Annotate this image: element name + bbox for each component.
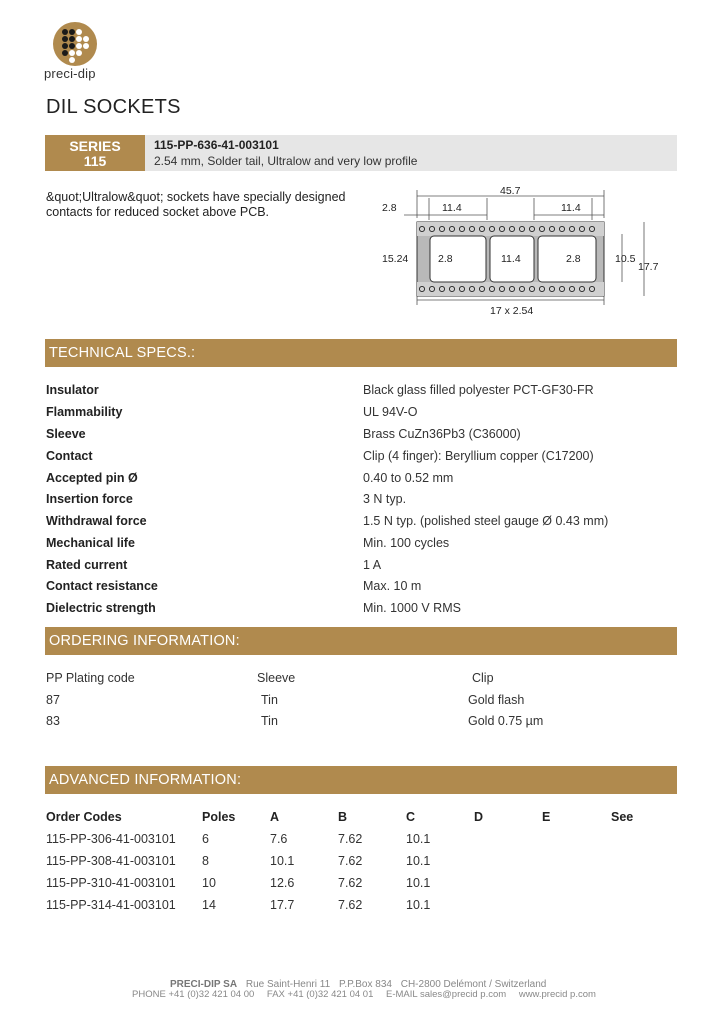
advanced-cell: 10.1 <box>406 854 431 868</box>
footer-pobox: P.P.Box 834 <box>338 979 392 990</box>
advanced-header: Poles <box>202 810 236 824</box>
advanced-cell: 7.62 <box>338 832 363 846</box>
dim-win-mid: 11.4 <box>501 253 521 265</box>
page-title: DIL SOCKETS <box>46 96 181 118</box>
dim-left: 11.4 <box>442 202 462 214</box>
spec-label: Sleeve <box>46 427 86 441</box>
spec-value: 1.5 N typ. (polished steel gauge Ø 0.43 mm) <box>363 514 609 528</box>
spec-value: UL 94V-O <box>363 405 418 419</box>
spec-label: Flammability <box>46 405 123 419</box>
advanced-header: B <box>338 810 348 824</box>
advanced-header: Order Codes <box>46 810 122 824</box>
spec-value: 3 N typ. <box>363 492 407 506</box>
ordering-info-heading: ORDERING INFORMATION: <box>45 627 677 655</box>
part-number: 115-PP-636-41-003101 <box>154 138 279 152</box>
spec-value: Black glass filled polyester PCT-GF30-FR <box>363 383 594 397</box>
footer-company: PRECI-DIP SA <box>170 979 238 990</box>
footer-street: Rue Saint-Henri 11 <box>245 979 331 990</box>
intro-text: &quot;Ultralow&quot; sockets have specially designed contacts for reduced socket above PCB. <box>46 190 346 219</box>
ordering-cell: Tin <box>261 714 278 728</box>
advanced-info-heading: ADVANCED INFORMATION: <box>45 766 677 794</box>
dim-pitch: 17 x 2.54 <box>490 305 534 317</box>
spec-value: Min. 100 cycles <box>363 536 450 550</box>
socket-drawing <box>374 180 674 320</box>
ordering-cell: Gold 0.75 µm <box>468 714 544 728</box>
advanced-cell: 7.6 <box>270 832 288 846</box>
advanced-header: C <box>406 810 416 824</box>
spec-label: Contact resistance <box>46 579 158 593</box>
spec-value: 1 A <box>363 558 382 572</box>
spec-label: Rated current <box>46 558 128 572</box>
brand-name: preci-dip <box>44 66 96 81</box>
dim-total: 45.7 <box>500 185 521 197</box>
advanced-cell: 14 <box>202 898 216 912</box>
dim-right: 11.4 <box>561 202 581 214</box>
ordering-cell: Tin <box>261 693 278 707</box>
dim-edge: 2.8 <box>382 202 397 214</box>
order-code: 115-PP-314-41-003101 <box>46 898 176 912</box>
series-number: 115 <box>83 153 107 169</box>
spec-label: Dielectric strength <box>46 601 156 615</box>
spec-value: 0.40 to 0.52 mm <box>363 471 454 485</box>
dim-win-right: 2.8 <box>566 253 581 265</box>
advanced-cell: 10.1 <box>406 876 431 890</box>
spec-label: Mechanical life <box>46 536 135 550</box>
footer-phone: +41 (0)32 421 04 00 <box>168 989 255 1000</box>
ordering-header: PP Plating code <box>46 671 135 685</box>
spec-label: Withdrawal force <box>46 514 147 528</box>
advanced-cell: 7.62 <box>338 898 363 912</box>
spec-value: Min. 1000 V RMS <box>363 601 461 615</box>
spec-value: Brass CuZn36Pb3 (C36000) <box>363 427 521 441</box>
brand-logo <box>53 22 97 66</box>
series-badge <box>45 135 145 171</box>
order-code: 115-PP-308-41-003101 <box>46 854 176 868</box>
advanced-header: E <box>542 810 551 824</box>
advanced-cell: 10.1 <box>270 854 295 868</box>
ordering-header: Clip <box>472 671 494 685</box>
dim-inner-h: 10.5 <box>615 253 636 265</box>
advanced-cell: 7.62 <box>338 854 363 868</box>
part-description: 2.54 mm, Solder tail, Ultralow and very low profile <box>154 154 418 168</box>
technical-specs-heading: TECHNICAL SPECS.: <box>45 339 677 367</box>
advanced-header: See <box>611 810 634 824</box>
footer-email-label: E-MAIL <box>386 989 418 1000</box>
spec-label: Accepted pin Ø <box>46 471 138 485</box>
advanced-cell: 12.6 <box>270 876 295 890</box>
advanced-header: D <box>474 810 484 824</box>
dim-win-left: 2.8 <box>438 253 453 265</box>
ordering-cell: 87 <box>46 693 60 707</box>
dim-height: 15.24 <box>382 253 409 265</box>
footer-city: CH-2800 Delémont / Switzerland <box>400 979 547 990</box>
spec-label: Insertion force <box>46 492 133 506</box>
footer-phone-label: PHONE <box>132 989 166 1000</box>
footer-fax-label: FAX <box>266 989 285 1000</box>
footer-contacts <box>132 989 596 1000</box>
order-code: 115-PP-306-41-003101 <box>46 832 176 846</box>
advanced-cell: 10 <box>202 876 216 890</box>
logo-dots-icon <box>53 22 97 66</box>
ordering-header: Sleeve <box>257 671 296 685</box>
footer-website[interactable]: www.precid p.com <box>518 989 596 1000</box>
advanced-cell: 10.1 <box>406 832 431 846</box>
spec-label: Contact <box>46 449 93 463</box>
series-label: SERIES <box>69 138 121 154</box>
advanced-header: A <box>270 810 280 824</box>
spec-value: Clip (4 finger): Beryllium copper (C17200) <box>363 449 594 463</box>
advanced-cell: 17.7 <box>270 898 295 912</box>
footer-email[interactable]: sales@precid p.com <box>419 989 507 1000</box>
ordering-cell: Gold flash <box>468 693 525 707</box>
advanced-cell: 6 <box>202 832 209 846</box>
advanced-cell: 8 <box>202 854 209 868</box>
order-code: 115-PP-310-41-003101 <box>46 876 176 890</box>
spec-value: Max. 10 m <box>363 579 422 593</box>
footer-fax: +41 (0)32 421 04 01 <box>287 989 374 1000</box>
dim-outer-h: 17.7 <box>638 261 659 273</box>
advanced-cell: 7.62 <box>338 876 363 890</box>
ordering-cell: 83 <box>46 714 60 728</box>
spec-label: Insulator <box>46 383 99 397</box>
advanced-cell: 10.1 <box>406 898 431 912</box>
